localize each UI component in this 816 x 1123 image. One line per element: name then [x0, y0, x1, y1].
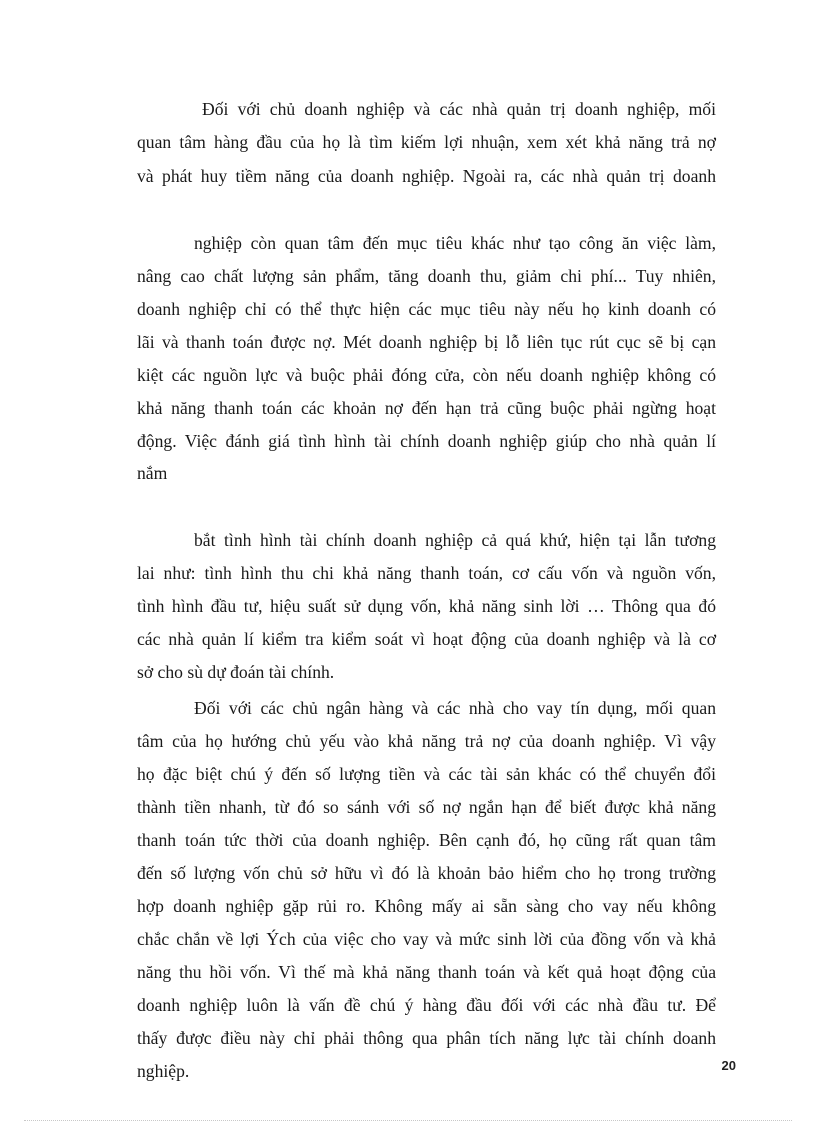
text-line: động. Việc đánh giá tình hình tài chính doanh nghiệp giúp cho nhà quản lí [137, 431, 716, 451]
text-line: các nhà quản lí kiểm tra kiểm soát vì hoạt động của doanh nghiệp và là cơ [137, 629, 716, 649]
text-line: lai như: tình hình thu chi khả năng thanh toán, cơ cấu vốn và nguồn vốn, [137, 563, 716, 583]
text-line: Đối với chủ doanh nghiệp và các nhà quản trị doanh nghiệp, mối [202, 99, 716, 119]
text-line: khả năng thanh toán các khoản nợ đến hạn trả cũng buộc phải ngừng hoạt [137, 398, 716, 418]
text-line: thanh toán tức thời của doanh nghiệp. Bên cạnh đó, họ cũng rất quan tâm [137, 830, 716, 850]
text-line: bắt tình hình tài chính doanh nghiệp cả quá khứ, hiện tại lẫn tương [194, 530, 716, 550]
text-line: quan tâm hàng đầu của họ là tìm kiếm lợi nhuận, xem xét khả năng trả nợ [137, 132, 716, 152]
text-line: sở cho sù dự đoán tài chính. [137, 662, 335, 682]
text-line: Đối với các chủ ngân hàng và các nhà cho vay tín dụng, mối quan [194, 698, 716, 718]
text-line: nắm [137, 463, 168, 483]
text-line: nghiệp còn quan tâm đến mục tiêu khác như tạo công ăn việc làm, [194, 233, 716, 253]
text-line: năng thu hồi vốn. Vì thế mà khả năng thanh toán và kết quả hoạt động của [137, 962, 716, 982]
text-line: lãi và thanh toán được nợ. Mét doanh nghiệp bị lỗ liên tục rút cục sẽ bị cạn [137, 332, 716, 352]
text-line: đến số lượng vốn chủ sở hữu vì đó là khoản bảo hiểm cho họ trong trường [137, 863, 716, 883]
text-line: tâm của họ hướng chủ yếu vào khả năng trả nợ của doanh nghiệp. Vì vậy [137, 731, 716, 751]
text-line: thành tiền nhanh, từ đó so sánh với số nợ ngắn hạn để biết được khả năng [137, 797, 716, 817]
text-line: họ đặc biệt chú ý đến số lượng tiền và các tài sản khác có thể chuyển đổi [137, 764, 716, 784]
text-line: và phát huy tiềm năng của doanh nghiệp. Ngoài ra, các nhà quản trị doanh [137, 166, 716, 186]
footer-divider [24, 1120, 792, 1121]
page-number: 20 [721, 1058, 736, 1073]
text-line: doanh nghiệp chỉ có thể thực hiện các mục tiêu này nếu họ kinh doanh có [137, 299, 716, 319]
text-line: chắc chắn về lợi Ých của việc cho vay và mức sinh lời của đồng vốn và khả [137, 929, 716, 949]
text-line: tình hình đầu tư, hiệu suất sử dụng vốn, khả năng sinh lời … Thông qua đó [137, 596, 716, 616]
text-line: doanh nghiệp luôn là vấn đề chú ý hàng đầu đối với các nhà đầu tư. Để [137, 995, 716, 1015]
text-line: thấy được điều này chỉ phải thông qua phân tích năng lực tài chính doanh [137, 1028, 716, 1048]
text-line: kiệt các nguồn lực và buộc phải đóng cửa, còn nếu doanh nghiệp không có [137, 365, 716, 385]
text-line: nâng cao chất lượng sản phẩm, tăng doanh thu, giảm chi phí... Tuy nhiên, [137, 266, 716, 286]
text-line: nghiệp. [137, 1061, 190, 1081]
text-line: hợp doanh nghiệp gặp rủi ro. Không mấy ai sẵn sàng cho vay nếu không [137, 896, 716, 916]
